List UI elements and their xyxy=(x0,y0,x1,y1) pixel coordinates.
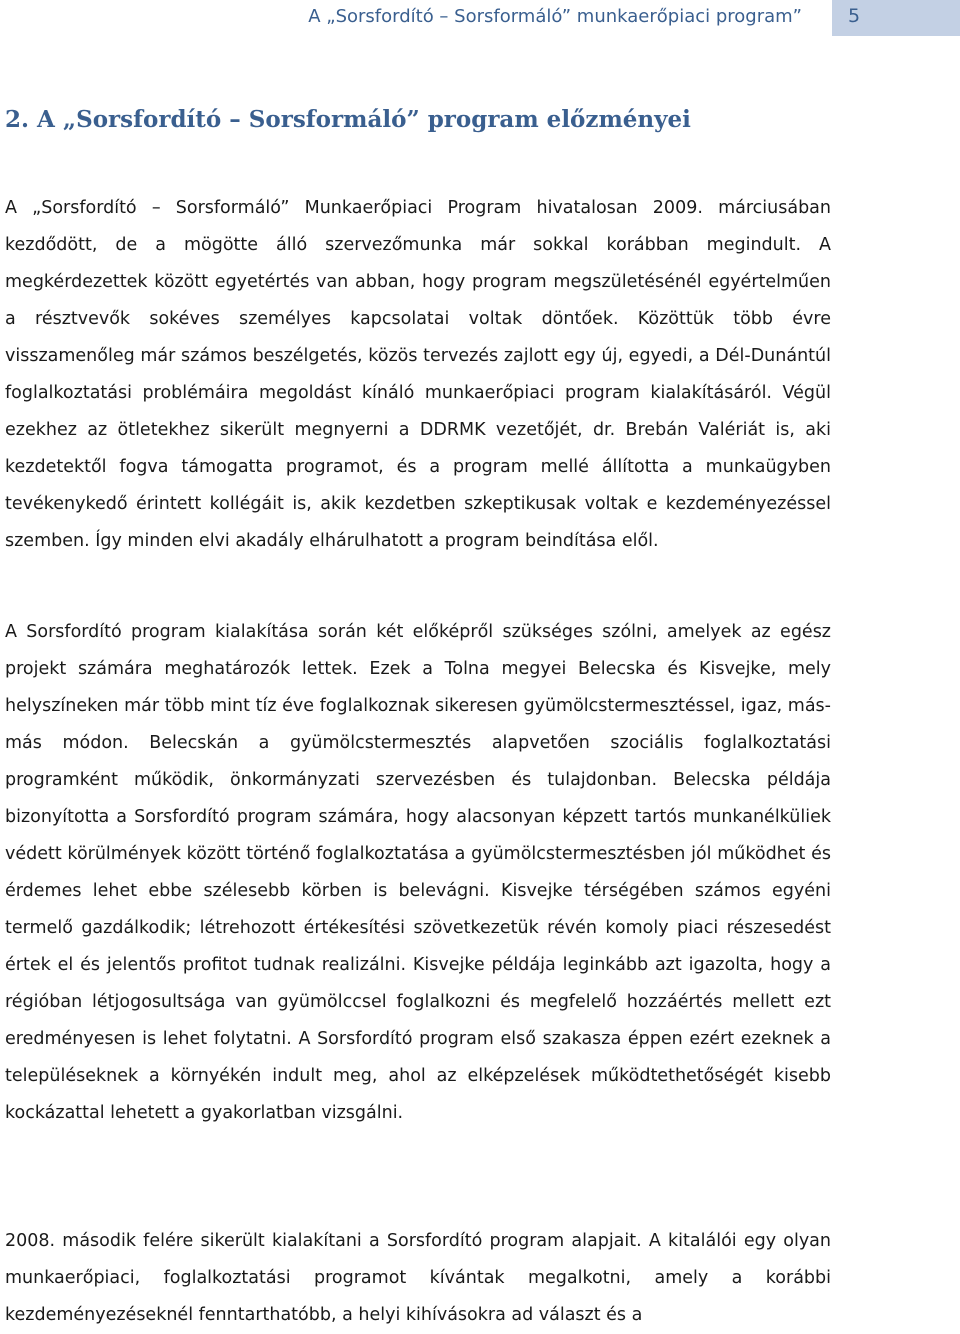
page-header xyxy=(0,0,960,36)
page-number-box xyxy=(832,0,960,36)
paragraph-3: 2008. második felére sikerült kialakítani a Sorsfordító program alapjait. A kitalálói egy olyan munkaerőpiaci, foglalkoztatási programot kívántak megalkotni, amely a korábbi kezdeményezéseknél fenntarthatóbb, a helyi kihívásokra ad választ és a xyxy=(5,1231,831,1325)
paragraph-2: A Sorsfordító program kialakítása során két előképről szükséges szólni, amelyek az egész projekt számára meghatározók lettek. Ezek a Tolna megyei Belecska és Kisvejke, mely helyszíneken már több mint tíz éve foglalkoznak sikeresen gyümölcstermesztéssel, igaz, más-más módon. Belecskán a gyümölcstermesztés alapvetően szociális foglalkoztatási programként működik, önkormányzati szervezésben és tulajdonban. Belecska példája bizonyította a Sorsfordító program számára, hogy alacsonyan képzett tartós munkanélküliek védett körülmények között történő foglalkoztatása a gyümölcstermesztésben jól működhet és érdemes lehet ebbe szélesebb körben is belevágni. Kisvejke térségében számos egyéni termelő gazdálkodik; létrehozott értékesítési szövetkezetük révén komoly piaci részesedést értek el és jelentős profitot tudnak realizálni. Kisvejke példája leginkább azt igazolta, hogy a régióban létjogosultsága van gyümölccsel foglalkozni és megfelelő hozzáértés mellett ezt eredményesen is lehet folytatni. A Sorsfordító program első szakasza éppen ezért ezeknek a településeknek a környékén indult meg, ahol az elképzelések működtethetőségét kisebb kockázattal lehetett a gyakorlatban vizsgálni. xyxy=(5,622,831,1123)
paragraph-1: A „Sorsfordító – Sorsformáló” Munkaerőpiaci Program hivatalosan 2009. márciusában kezdődött, de a mögötte álló szervezőmunka már sokkal korábban megindult. A megkérdezettek között egyetértés van abban, hogy program megszületésénél egyértelműen a résztvevők sokéves személyes kapcsolatai voltak döntőek. Közöttük több évre visszamenőleg már számos beszélgetés, közös tervezés zajlott egy új, egyedi, a Dél-Dunántúl foglalkoztatási problémáira megoldást kínáló munkaerőpiaci program kialakításáról. Végül ezekhez az ötletekhez sikerült megnyerni a DDRMK vezetőjét, dr. Brebán Valériát is, aki kezdetektől fogva támogatta programot, és a program mellé állította a munkaügyben tevékenykedő érintett kollégáit is, akik kezdetben szkeptikusak voltak e kezdeményezéssel szemben. Így minden elvi akadály elhárulhatott a program beindítása elől. xyxy=(5,198,831,551)
page-number: 5 xyxy=(848,5,861,27)
running-header-title: A „Sorsfordító – Sorsformáló” munkaerőpiaci program” xyxy=(308,6,802,27)
section-heading: 2. A „Sorsfordító – Sorsformáló” program előzményei xyxy=(5,106,691,133)
